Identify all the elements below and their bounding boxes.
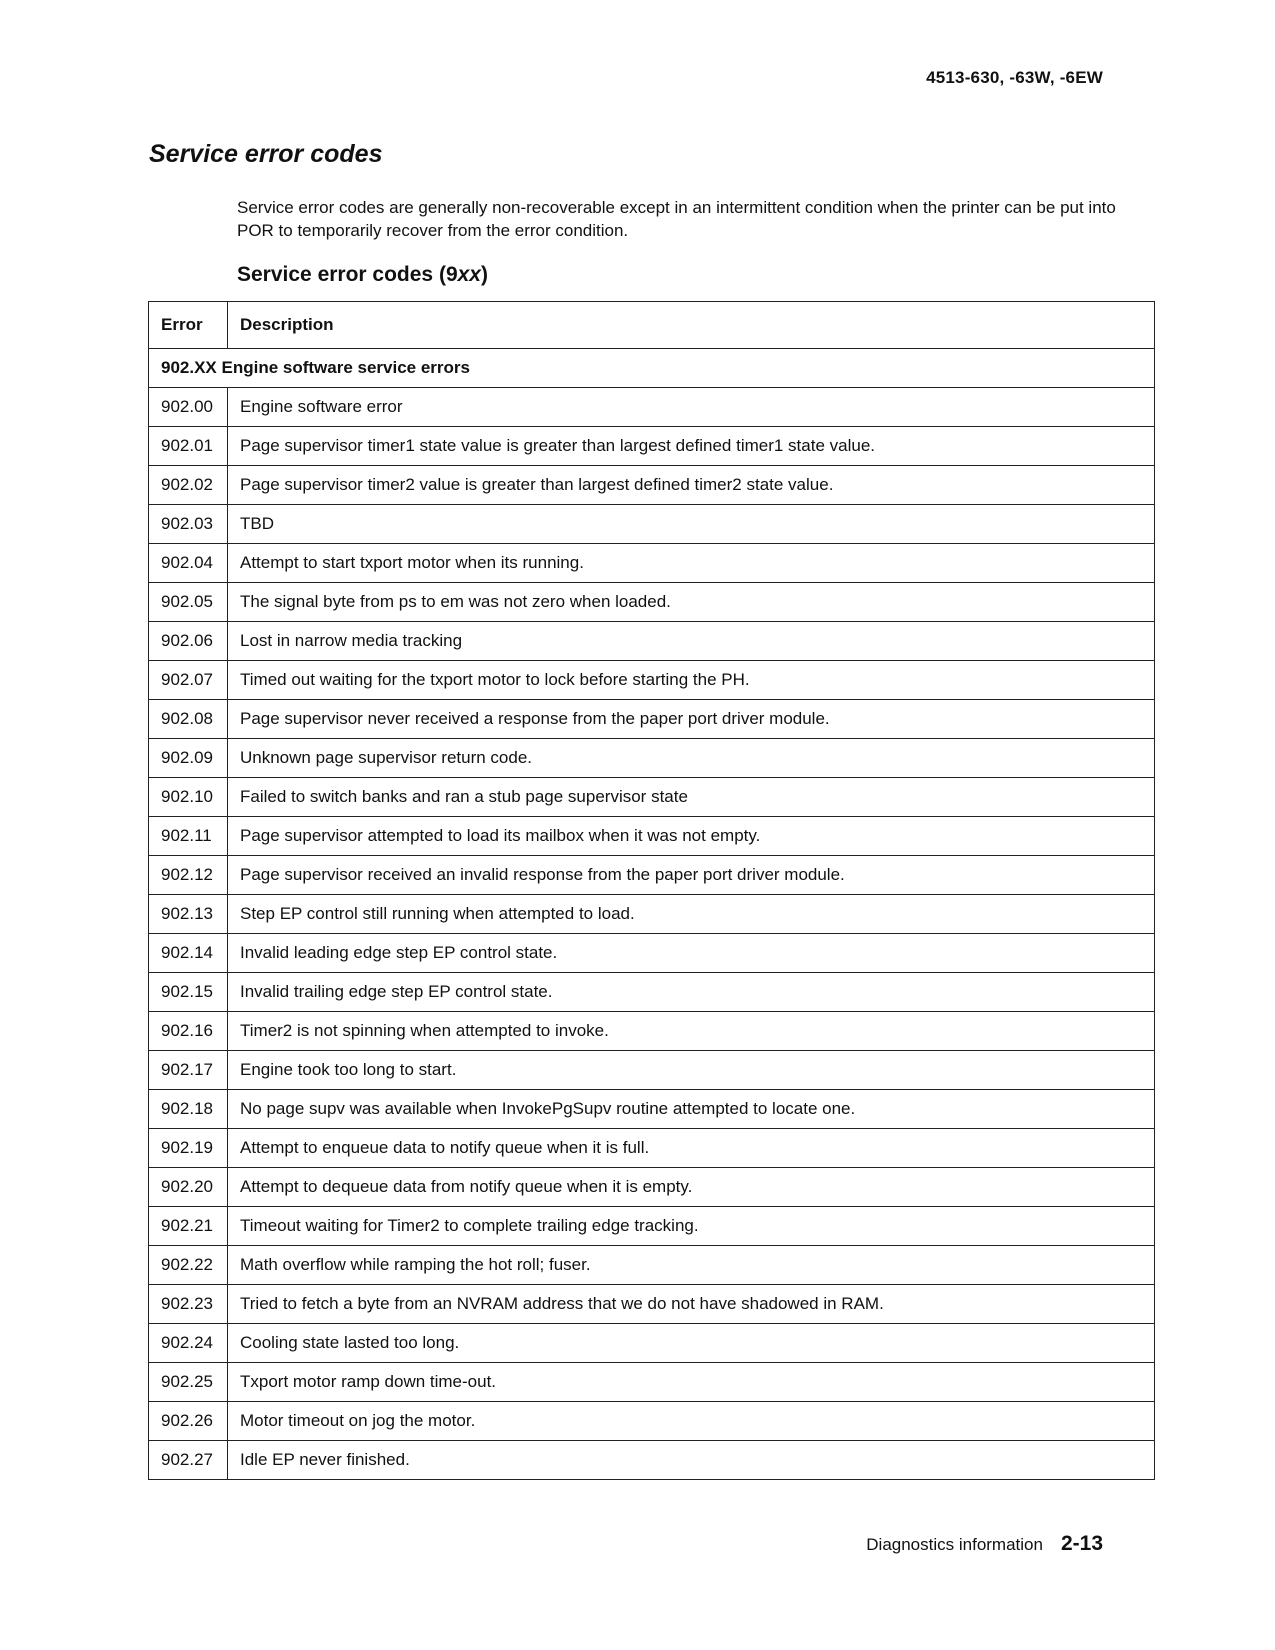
error-code-cell: 902.27 — [149, 1441, 228, 1480]
table-row — [149, 466, 1155, 505]
error-code-cell: 902.22 — [149, 1246, 228, 1285]
table-row — [149, 388, 1155, 427]
description-cell: Tried to fetch a byte from an NVRAM address that we do not have shadowed in RAM. — [228, 1285, 1155, 1324]
description-cell: Engine took too long to start. — [228, 1051, 1155, 1090]
description-cell: Invalid trailing edge step EP control state. — [228, 973, 1155, 1012]
description-cell: Timer2 is not spinning when attempted to invoke. — [228, 1012, 1155, 1051]
subsection-title-italic: xx — [457, 263, 481, 286]
error-code-cell: 902.08 — [149, 700, 228, 739]
description-cell: Page supervisor timer2 value is greater than largest defined timer2 state value. — [228, 466, 1155, 505]
description-cell: Txport motor ramp down time-out. — [228, 1363, 1155, 1402]
description-cell: Failed to switch banks and ran a stub page supervisor state — [228, 778, 1155, 817]
description-cell: Page supervisor attempted to load its mailbox when it was not empty. — [228, 817, 1155, 856]
footer-label: Diagnostics information — [866, 1535, 1043, 1554]
error-code-cell: 902.13 — [149, 895, 228, 934]
error-code-cell: 902.00 — [149, 388, 228, 427]
error-column-header: Error — [149, 302, 228, 349]
description-cell: Timed out waiting for the txport motor to lock before starting the PH. — [228, 661, 1155, 700]
error-code-cell: 902.12 — [149, 856, 228, 895]
description-cell: Page supervisor never received a response from the paper port driver module. — [228, 700, 1155, 739]
table-row — [149, 622, 1155, 661]
error-code-cell: 902.02 — [149, 466, 228, 505]
table-row — [149, 1363, 1155, 1402]
error-code-cell: 902.19 — [149, 1129, 228, 1168]
table-row — [149, 1324, 1155, 1363]
error-code-cell: 902.17 — [149, 1051, 228, 1090]
page-number: 2-13 — [1060, 1532, 1103, 1555]
description-cell: Step EP control still running when attempted to load. — [228, 895, 1155, 934]
page-footer — [866, 1532, 1103, 1556]
description-cell: Attempt to start txport motor when its running. — [228, 544, 1155, 583]
error-code-cell: 902.20 — [149, 1168, 228, 1207]
description-cell: Idle EP never finished. — [228, 1441, 1155, 1480]
table-row — [149, 1246, 1155, 1285]
error-code-cell: 902.18 — [149, 1090, 228, 1129]
description-cell: Timeout waiting for Timer2 to complete trailing edge tracking. — [228, 1207, 1155, 1246]
subsection-title-suffix: ) — [480, 263, 488, 286]
group-row — [149, 349, 1155, 388]
error-code-cell: 902.07 — [149, 661, 228, 700]
description-cell: Page supervisor timer1 state value is greater than largest defined timer1 state value. — [228, 427, 1155, 466]
intro-paragraph: Service error codes are generally non-recoverable except in an intermittent condition when the printer can be put into POR to temporarily recover from the error condition. — [237, 198, 1116, 240]
description-cell: Lost in narrow media tracking — [228, 622, 1155, 661]
table-row — [149, 778, 1155, 817]
error-code-cell: 902.01 — [149, 427, 228, 466]
description-cell: Engine software error — [228, 388, 1155, 427]
error-code-cell: 902.09 — [149, 739, 228, 778]
description-cell: Cooling state lasted too long. — [228, 1324, 1155, 1363]
table-row — [149, 700, 1155, 739]
table-row — [149, 583, 1155, 622]
table-row — [149, 817, 1155, 856]
error-code-cell: 902.10 — [149, 778, 228, 817]
description-cell: Motor timeout on jog the motor. — [228, 1402, 1155, 1441]
error-code-cell: 902.25 — [149, 1363, 228, 1402]
table-row — [149, 1285, 1155, 1324]
description-cell: Attempt to enqueue data to notify queue when it is full. — [228, 1129, 1155, 1168]
table-row — [149, 1402, 1155, 1441]
table-row — [149, 505, 1155, 544]
section-title: Service error codes — [149, 140, 383, 168]
error-code-cell: 902.16 — [149, 1012, 228, 1051]
table-row — [149, 1051, 1155, 1090]
table-row — [149, 1129, 1155, 1168]
table-row — [149, 973, 1155, 1012]
description-cell: Attempt to dequeue data from notify queue when it is empty. — [228, 1168, 1155, 1207]
table-body — [149, 349, 1155, 1480]
table-row — [149, 895, 1155, 934]
table-row — [149, 1207, 1155, 1246]
error-code-cell: 902.21 — [149, 1207, 228, 1246]
description-cell: The signal byte from ps to em was not zero when loaded. — [228, 583, 1155, 622]
error-code-cell: 902.26 — [149, 1402, 228, 1441]
error-code-cell: 902.14 — [149, 934, 228, 973]
group-label: 902.XX Engine software service errors — [149, 349, 1155, 388]
error-code-cell: 902.03 — [149, 505, 228, 544]
description-cell: Math overflow while ramping the hot roll; fuser. — [228, 1246, 1155, 1285]
subsection-title — [237, 263, 488, 287]
description-cell: Invalid leading edge step EP control state. — [228, 934, 1155, 973]
table-row — [149, 1168, 1155, 1207]
error-code-cell: 902.24 — [149, 1324, 228, 1363]
table-header-row — [149, 302, 1155, 349]
table-row — [149, 739, 1155, 778]
table-row — [149, 1012, 1155, 1051]
error-code-cell: 902.04 — [149, 544, 228, 583]
table-row — [149, 934, 1155, 973]
table-row — [149, 856, 1155, 895]
table-row — [149, 1441, 1155, 1480]
table-row — [149, 544, 1155, 583]
subsection-title-prefix: Service error codes (9 — [237, 263, 458, 286]
error-code-cell: 902.15 — [149, 973, 228, 1012]
error-code-cell: 902.05 — [149, 583, 228, 622]
error-code-table — [148, 301, 1155, 1480]
error-code-cell: 902.23 — [149, 1285, 228, 1324]
description-cell: Page supervisor received an invalid response from the paper port driver module. — [228, 856, 1155, 895]
description-cell: Unknown page supervisor return code. — [228, 739, 1155, 778]
table-row — [149, 427, 1155, 466]
table-row — [149, 1090, 1155, 1129]
error-code-cell: 902.06 — [149, 622, 228, 661]
description-cell: No page supv was available when InvokePgSupv routine attempted to locate one. — [228, 1090, 1155, 1129]
description-cell: TBD — [228, 505, 1155, 544]
model-header: 4513-630, -63W, -6EW — [926, 68, 1103, 87]
description-column-header: Description — [228, 302, 1155, 349]
error-code-cell: 902.11 — [149, 817, 228, 856]
table-row — [149, 661, 1155, 700]
